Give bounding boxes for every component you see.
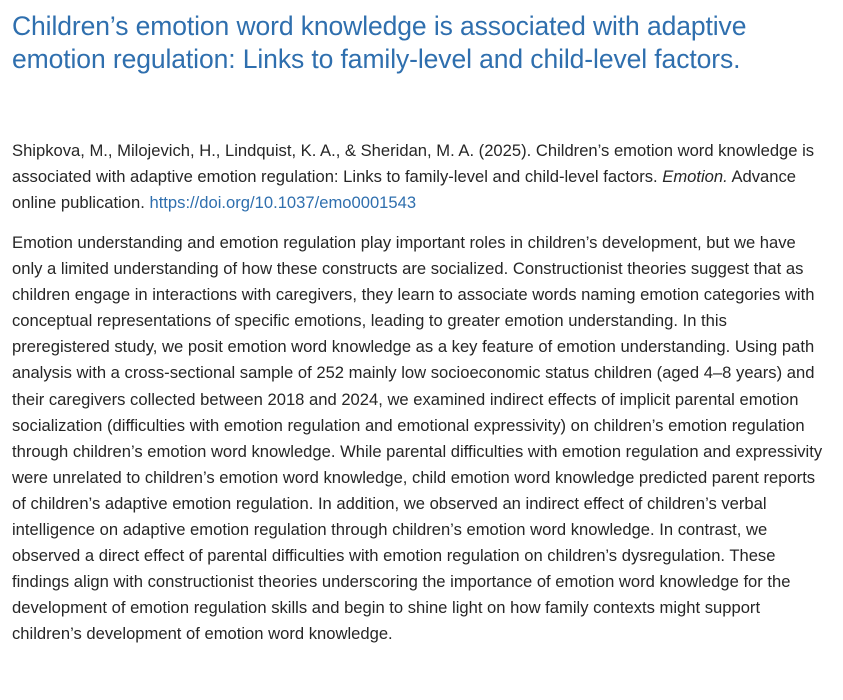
journal-name: Emotion. (662, 167, 728, 186)
publication-status: Advance online publication. (12, 167, 797, 212)
citation (12, 138, 828, 216)
article-title: Children’s emotion word knowledge is associated with adaptive emotion regulation: Links to family-level and child-level factors. (12, 11, 747, 74)
citation-authors-and-title: Shipkova, M., Milojevich, H., Lindquist, K. A., & Sheridan, M. A. (2025). Children’s emotion word knowledge is associated with adaptive emotion regulation: Links to family-level and child-level factors. (12, 141, 815, 186)
article-page (12, 10, 828, 648)
abstract: Emotion understanding and emotion regulation play important roles in children’s development, but we have only a limited understanding of how these constructs are socialized. Constructionist theories suggest that as children engage in interactions with caregivers, they learn to associate words naming emotion categories with conceptual representations of specific emotions, leading to greater emotion understanding. In this preregistered study, we posit emotion word knowledge as a key feature of emotion understanding. Using path analysis with a cross-sectional sample of 252 mainly low socioeconomic status children (aged 4–8 years) and their caregivers collected between 2018 and 2024, we examined indirect effects of implicit parental emotion socialization (difficulties with emotion regulation and emotional expressivity) on children’s emotion regulation through children’s emotion word knowledge. While parental difficulties with emotion regulation and expressivity were unrelated to children’s emotion word knowledge, child emotion word knowledge predicted parent reports of children’s adaptive emotion regulation. In addition, we observed an indirect effect of children’s verbal intelligence on adaptive emotion regulation through children’s emotion word knowledge. In contrast, we observed a direct effect of parental difficulties with emotion regulation on children’s dysregulation. These findings align with constructionist theories underscoring the importance of emotion word knowledge for the development of emotion regulation skills and begin to shine light on how family contexts might support children’s development of emotion word knowledge. (12, 233, 823, 644)
doi-link[interactable]: https://doi.org/10.1037/emo0001543 (149, 193, 417, 212)
